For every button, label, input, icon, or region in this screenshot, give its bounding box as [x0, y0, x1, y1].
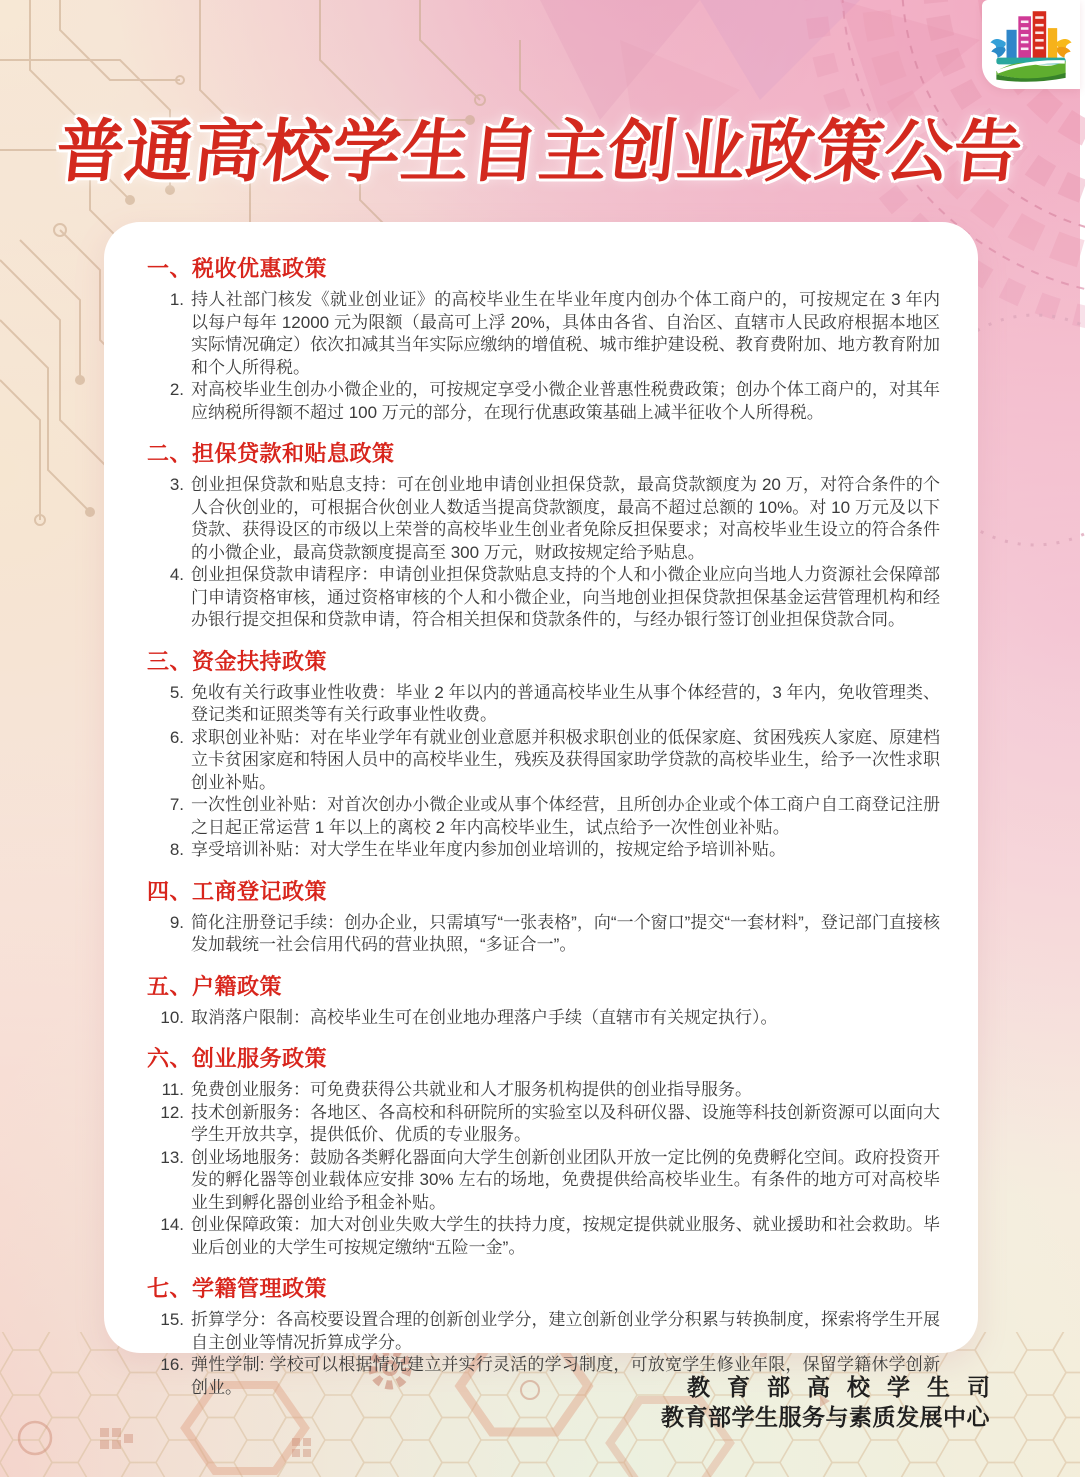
- list-item: [147, 1214, 940, 1259]
- policy-sections: [147, 252, 940, 1399]
- section-title: 二、担保贷款和贴息政策: [147, 441, 395, 466]
- policy-section: [147, 437, 940, 632]
- item-text: 享受培训补贴：对大学生在毕业年度内参加创业培训的，按规定给予培训补贴。: [191, 840, 786, 859]
- item-text: 技术创新服务：各地区、各高校和科研院所的实验室以及科研仪器、设施等科技创新资源可以面向大学生开放共享，提供低价、优质的专业服务。: [191, 1102, 940, 1144]
- section-items: [147, 289, 940, 424]
- item-text: 对高校毕业生创办小微企业的，可按规定享受小微企业普惠性税费政策；创办个体工商户的，对其年应纳税所得额不超过 100 万元的部分，在现行优惠政策基础上减半征收个人所得税。: [191, 380, 940, 422]
- item-number: 10.: [160, 1007, 184, 1027]
- buildings-wings-landscape-icon: [988, 7, 1074, 83]
- item-text: 折算学分：各高校要设置合理的创新创业学分，建立创新创业学分积累与转换制度，探索将学生开展自主创业等情况折算成学分。: [191, 1310, 940, 1352]
- item-number: 11.: [161, 1080, 184, 1099]
- item-number: 9.: [169, 912, 184, 932]
- item-text: 持人社部门核发《就业创业证》的高校毕业生在毕业年度内创办个体工商户的，可按规定在 3 年内以每户每年 12000 元为限额（最高可上浮 20%，具体由各省、自治区、直辖市人民政府根据本地区实际情况确定）依次扣减其当年实际应缴纳的增值税、城市维护建设税、教育费附加、地方教育附加和个人所得税。: [191, 290, 940, 377]
- issuer-line1: 教育部高校学生司: [687, 1374, 1007, 1400]
- section-items: [147, 1079, 940, 1259]
- item-text: 免收有关行政事业性收费：毕业 2 年以内的普通高校毕业生从事个体经营的，3 年内，免收管理类、登记类和证照类等有关行政事业性收费。: [191, 682, 940, 724]
- list-item: [147, 1102, 940, 1147]
- issuer-line2: 教育部学生服务与素质发展中心: [661, 1404, 990, 1430]
- item-number: 5.: [169, 682, 184, 702]
- list-item: [147, 1147, 940, 1215]
- item-text: 创业保障政策：加大对创业失败大学生的扶持力度，按规定提供就业服务、就业援助和社会救助。毕业后创业的大学生可按规定缴纳“五险一金”。: [191, 1215, 940, 1257]
- list-item: [147, 379, 940, 424]
- policy-section: [147, 970, 940, 1030]
- ministry-logo: [982, 0, 1080, 89]
- policy-section: [147, 252, 940, 424]
- list-item: [147, 564, 940, 632]
- list-item: [147, 727, 940, 795]
- list-item: [147, 682, 940, 727]
- list-item: [147, 839, 940, 862]
- policy-section: [147, 1042, 940, 1259]
- issuer-footer: [661, 1372, 1007, 1432]
- list-item: [147, 794, 940, 839]
- list-item: [147, 289, 940, 379]
- list-item: [147, 1007, 940, 1030]
- item-number: 2.: [169, 380, 184, 399]
- section-items: [147, 682, 940, 862]
- section-items: [147, 474, 940, 632]
- section-title: 三、资金扶持政策: [147, 648, 328, 674]
- section-title: 七、学籍管理政策: [147, 1276, 328, 1301]
- item-text: 创业担保贷款和贴息支持：可在创业地申请创业担保贷款，最高贷款额度为 20 万，对符合条件的个人合伙创业的，可根据合伙创业人数适当提高贷款额度，最高不超过总额的 10%。对 10 万元及以下贷款、获得设区的市级以上荣誉的高校毕业生创业者免除反担保要求；对高校毕业生设立的符合条件的小微企业，最高贷款额度提高至 300 万元，财政按规定给予贴息。: [191, 475, 940, 562]
- item-text: 弹性学制: 学校可以根据情况建立并实行灵活的学习制度，可放宽学生修业年限，保留学籍休学创新创业。: [191, 1355, 940, 1397]
- page-title: 普通高校学生自主创业政策公告: [52, 114, 1027, 190]
- policy-section: [147, 645, 940, 862]
- item-number: 1.: [169, 290, 184, 309]
- list-item: [147, 1309, 940, 1354]
- item-number: 15.: [160, 1310, 184, 1329]
- item-text: 一次性创业补贴：对首次创办小微企业或从事个体经营，且所创办企业或个体工商户自工商登记注册之日起正常运营 1 年以上的离校 2 年内高校毕业生，试点给予一次性创业补贴。: [191, 795, 940, 837]
- list-item: [147, 912, 940, 957]
- list-item: [147, 1079, 940, 1102]
- section-items: [147, 1007, 940, 1030]
- item-text: 免费创业服务：可免费获得公共就业和人才服务机构提供的创业指导服务。: [191, 1080, 752, 1099]
- item-text: 求职创业补贴：对在毕业学年有就业创业意愿并积极求职创业的低保家庭、贫困残疾人家庭、原建档立卡贫困家庭和特困人员中的高校毕业生，残疾及获得国家助学贷款的高校毕业生，给予一次性求职创业补贴。: [191, 727, 940, 792]
- item-number: 13.: [160, 1147, 184, 1167]
- section-items: [147, 912, 940, 957]
- item-text: 取消落户限制：高校毕业生可在创业地办理落户手续（直辖市有关规定执行）。: [191, 1007, 778, 1027]
- item-number: 16.: [160, 1355, 184, 1374]
- item-text: 创业担保贷款申请程序：申请创业担保贷款贴息支持的个人和小微企业应向当地人力资源社会保障部门申请资格审核，通过资格审核的个人和小微企业，向当地创业担保贷款担保基金运营管理机构和经办银行提交担保和贷款申请，符合相关担保和贷款条件的，与经办银行签订创业担保贷款合同。: [191, 565, 940, 629]
- section-title: 一、税收优惠政策: [147, 256, 328, 281]
- section-title: 五、户籍政策: [147, 973, 283, 999]
- item-number: 12.: [160, 1102, 184, 1122]
- section-title: 四、工商登记政策: [147, 878, 328, 904]
- item-number: 14.: [160, 1215, 184, 1234]
- policy-section: [147, 875, 940, 957]
- item-number: 4.: [169, 565, 184, 584]
- item-number: 3.: [169, 475, 184, 494]
- list-item: [147, 474, 940, 564]
- item-number: 6.: [169, 727, 184, 747]
- item-text: 创业场地服务：鼓励各类孵化器面向大学生创新创业团队开放一定比例的免费孵化空间。政府投资开发的孵化器等创业载体应安排 30% 左右的场地，免费提供给高校毕业生。有条件的地方可对高校毕业生到孵化器创业给予租金补贴。: [191, 1147, 940, 1212]
- section-title: 六、创业服务政策: [147, 1046, 328, 1071]
- item-number: 7.: [169, 795, 184, 814]
- item-number: 8.: [169, 840, 184, 859]
- item-text: 简化注册登记手续：创办企业，只需填写“一张表格”，向“一个窗口”提交“一套材料”，登记部门直接核发加载统一社会信用代码的营业执照，“多证合一”。: [191, 912, 940, 954]
